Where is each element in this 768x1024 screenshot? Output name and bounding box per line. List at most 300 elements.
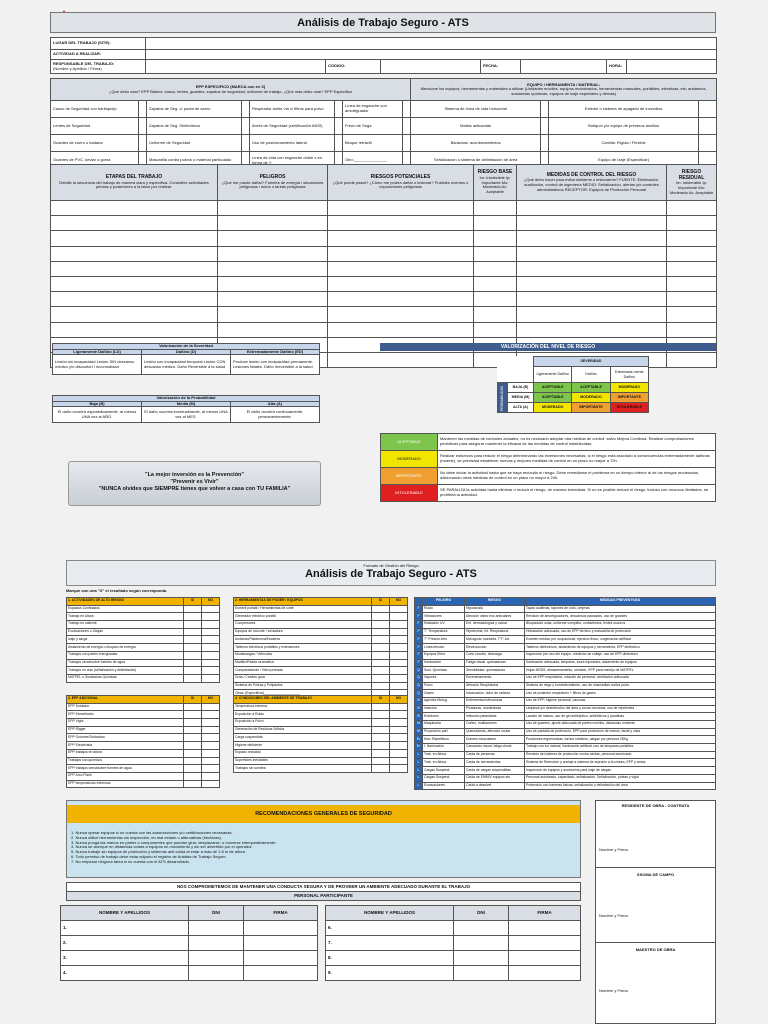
si-checkbox[interactable] [184,651,202,659]
peligro-type: Er [415,744,423,752]
checklist-row [67,742,220,750]
no-checkbox[interactable] [390,742,408,750]
epp-header: EPP ESPECIFICO (MARCA con ex X) [195,83,266,89]
epp-checkbox[interactable] [335,118,343,135]
participant-firma[interactable] [509,966,581,981]
equipo-checkbox[interactable] [699,135,717,152]
riesgo-name: Caída de personas [465,751,525,759]
epp-item: Mascarilla contra polvos o material particulado [147,152,242,170]
no-checkbox[interactable] [390,749,408,757]
checklist-row [234,674,408,682]
medida-text: Exámen médico pre ocupacional, ejercicio físico, oxigenación artificial [525,636,716,644]
peligro-type: L [415,759,423,767]
no-checkbox[interactable] [202,605,220,613]
no-checkbox[interactable] [202,772,220,780]
checklist-item: Exposición a Polvo [234,719,372,727]
etapas-header: ETAPAS DEL TRABAJO [105,174,163,181]
si-checkbox[interactable] [184,780,202,788]
epp-checkbox[interactable] [242,135,250,152]
participant-dni[interactable] [189,936,244,951]
medida-text: Inspección pre uso del equipo, medición de voltaje, uso de EPP dieléctrico [525,651,716,659]
step-row [51,307,717,322]
no-checkbox[interactable] [390,613,408,621]
step-cell[interactable] [474,292,517,307]
probabilidad-header: PROBABILIDAD [498,383,508,413]
peligro-row [415,713,716,721]
no-checkbox[interactable] [202,613,220,621]
epp-checkbox[interactable] [335,135,343,152]
no-checkbox[interactable] [390,605,408,613]
equipo-checkbox[interactable] [541,101,549,118]
si-checkbox[interactable] [372,682,390,690]
no-checkbox[interactable] [390,667,408,675]
participant-dni[interactable] [189,921,244,936]
step-cell[interactable] [51,261,218,276]
page2-note: Marque con una "X" el resultado según corresponda. [66,588,168,593]
no-checkbox[interactable] [390,726,408,734]
step-cell[interactable] [474,261,517,276]
equipo-checkbox[interactable] [699,118,717,135]
step-cell[interactable] [218,246,328,261]
no-checkbox[interactable] [202,711,220,719]
participant-dni[interactable] [454,951,509,966]
checklist-row [234,613,408,621]
responsable-field[interactable] [146,60,326,74]
si-checkbox[interactable] [184,613,202,621]
peligro-name: Agentes Biológ. [423,697,465,705]
checklist-row [67,726,220,734]
peligro-type: M [415,728,423,736]
step-cell[interactable] [474,276,517,291]
firma-col: FIRMA [509,906,581,921]
no-checkbox[interactable] [390,734,408,742]
no-checkbox[interactable] [390,711,408,719]
riesgo-name: Enfermedad infecciosas [465,697,525,705]
checklist-row [67,674,220,682]
step-cell[interactable] [517,322,667,337]
peligro-type: B [415,705,423,713]
peligro-col: PELIGRO [423,598,465,606]
participant-name[interactable]: 7. [326,936,454,951]
epp-checkbox[interactable] [242,118,250,135]
participant-firma[interactable] [244,951,318,966]
checklist-row [67,757,220,765]
no-checkbox[interactable] [390,644,408,652]
residente-name-firma[interactable]: Nombre y Firma [599,847,628,852]
riesgo-name: Caída a desnivel [465,782,525,790]
checklist-row [67,703,220,711]
si-checkbox[interactable] [184,711,202,719]
si-checkbox[interactable] [372,644,390,652]
si-checkbox[interactable] [184,674,202,682]
step-cell[interactable] [218,292,328,307]
si-checkbox[interactable] [184,703,202,711]
step-cell[interactable] [51,292,218,307]
checklist-item: EPP Arco Flash [67,772,184,780]
epp-checkbox[interactable] [139,118,147,135]
step-cell[interactable] [667,307,717,322]
amb-title: 4. CONDICIONES DEL AMBIENTE DE TRABAJO [234,696,372,704]
participant-dni[interactable] [189,951,244,966]
epp-checkbox[interactable] [403,135,411,152]
epp-header-sub: ¿Qué debo usar? EPP Básico: casco, lentes, guantes, zapatos de seguridad, uniforme de trabajo. ¿Qué más debo usar? EPP Específico [109,88,353,94]
participant-dni[interactable] [454,936,509,951]
step-cell[interactable] [474,322,517,337]
si-checkbox[interactable] [372,667,390,675]
participant-firma[interactable] [509,921,581,936]
step-cell[interactable] [218,216,328,231]
step-cell[interactable] [667,231,717,246]
severidad-col: Extremadamente Dañino (ED) [231,349,320,355]
no-checkbox[interactable] [390,636,408,644]
no-checkbox[interactable] [202,749,220,757]
medida-text: Bloqueador solar, uniforme completo, cortavientos, lentes oscuros [525,621,716,629]
checklist-item: Generador eléctrico portatil [234,613,372,621]
responsable-label: RESPONSABLE DEL TRABAJO: [53,60,115,66]
si-checkbox[interactable] [184,628,202,636]
riesgo-name: Envenenamiento [465,674,525,682]
riesgo-col: RIESGO [465,598,525,606]
epp-checkbox[interactable] [242,101,250,118]
participant-dni[interactable] [454,921,509,936]
checklist-row [67,772,220,780]
checklist-item: EPP trabajos cerca/sobre fuentes de agua [67,765,184,773]
participant-name[interactable]: 4. [61,966,189,981]
quote-line: "Prevenir es Vivir" [170,478,219,485]
checklist-item: Montacargas / Vehículos [234,651,372,659]
medida-text: Sistema de riego y humedecimiento, uso de mascarillas contra polvo [525,682,716,690]
step-cell[interactable] [328,307,474,322]
matrix-row-label: BAJA (B) [508,383,534,393]
si-checkbox[interactable] [184,667,202,675]
checklist-row [234,734,408,742]
no-checkbox[interactable] [202,719,220,727]
participant-name[interactable]: 3. [61,951,189,966]
si-checkbox[interactable] [184,757,202,765]
step-cell[interactable] [517,231,667,246]
step-cell[interactable] [51,201,218,216]
si-checkbox[interactable] [372,628,390,636]
hora-label: HORA: [607,60,627,74]
si-checkbox[interactable] [184,734,202,742]
step-cell[interactable] [328,231,474,246]
epp-checkbox[interactable] [139,101,147,118]
step-cell[interactable] [328,261,474,276]
epp-item: Casco de Seguridad con barbiquejo [51,101,139,118]
no-checkbox[interactable] [390,757,408,765]
equipo-checkbox[interactable] [541,118,549,135]
si-checkbox[interactable] [184,636,202,644]
peligro-type: F [415,621,423,629]
rec-item: 6. Todo permiso de trabajo debe estar adjunto el registro de Análisis de Trabajo Seguro. [71,853,227,859]
no-checkbox[interactable] [390,719,408,727]
participant-name[interactable]: 9. [326,966,454,981]
step-cell[interactable] [474,201,517,216]
step-cell[interactable] [667,201,717,216]
si-checkbox[interactable] [372,726,390,734]
participant-name[interactable]: 8. [326,951,454,966]
participant-name[interactable]: 2. [61,936,189,951]
no-checkbox[interactable] [202,636,220,644]
step-cell[interactable] [51,216,218,231]
checklist-item: EPP Esmerilador [67,711,184,719]
no-checkbox[interactable] [202,651,220,659]
peligro-row [415,782,716,790]
step-cell[interactable] [218,276,328,291]
si-checkbox[interactable] [372,757,390,765]
checklist-item: Espacio reducido [234,749,372,757]
checklist-item: Aislamiento de energía o bloqueo de energía [67,644,184,652]
residente-title: RESIDENTE DE OBRA - CONTRATA [621,803,690,808]
nivel-title: VALORIZACIÓN DEL NIVEL DE RIESGO [380,343,716,351]
legend-label: ACEPTABLE [381,434,438,451]
si-checkbox[interactable] [372,651,390,659]
riesgo-name: Picaduras, mordeduras [465,705,525,713]
no-checkbox[interactable] [202,628,220,636]
no-checkbox[interactable] [202,621,220,629]
checklist-item: Andamio/Plataforma/Escalera [234,636,372,644]
peligro-row [415,744,716,752]
si-checkbox[interactable] [372,613,390,621]
peligro-type: L [415,774,423,782]
rec-item: 7. No empezar ninguna tarea si no cuenta con el ATS desarrollado. [71,858,190,864]
participant-firma[interactable] [509,936,581,951]
peligro-name: Equipos Eléct. [423,651,465,659]
legend-text: No debe iniciar la actividad hasta que se haya reducido el riesgo. Debe remediarse el problema en un tiempo inferior al de los riesgos moderados, adicionando otras medidas de control en un plazo no mayor a 24h. [438,468,716,485]
checklist-item: Otros: (Especificar)___________________ [234,690,372,698]
no-checkbox[interactable] [202,726,220,734]
step-cell[interactable] [218,231,328,246]
peligro-name: Roedores [423,713,465,721]
peligro-row [415,621,716,629]
epp-item: Zapatos de Seg. Dieléctricos [147,118,242,135]
equipo-checkbox[interactable] [699,101,717,118]
si-checkbox[interactable] [372,765,390,773]
si-checkbox[interactable] [184,605,202,613]
no-checkbox[interactable] [390,659,408,667]
no-checkbox[interactable] [202,674,220,682]
checklist-item: Carga suspendida [234,734,372,742]
participant-dni[interactable] [189,966,244,981]
medida-text: Revisión del sistema de protección contra caídas, personal autorizado [525,751,716,759]
responsable-sub: (Nombre y Apellido / Firma) [53,65,102,71]
step-cell[interactable] [328,201,474,216]
step-cell[interactable] [328,352,474,367]
step-cell[interactable] [218,261,328,276]
riesgo-name: Quemaduras, afección ocular [465,728,525,736]
step-cell[interactable] [517,261,667,276]
step-cell[interactable] [517,276,667,291]
si-checkbox[interactable] [184,772,202,780]
page2-header [66,560,716,586]
medida-text: Uso de EPP respiratorio, rotación de personal, ventilación adecuada [525,674,716,682]
step-cell[interactable] [667,352,717,367]
riesgo-name: Afección osteo mio articulares [465,613,525,621]
step-cell[interactable] [328,246,474,261]
si-checkbox[interactable] [184,726,202,734]
codigo-field[interactable] [381,60,481,74]
fecha-field[interactable] [521,60,607,74]
no-header: NO [202,598,220,606]
riesgo-name: Cortes, mutilaciones [465,721,525,729]
no-checkbox[interactable] [390,682,408,690]
step-cell[interactable] [517,201,667,216]
step-cell[interactable] [51,231,218,246]
riesgo-name: Sensibilidad, quemaduras [465,667,525,675]
peligro-name: Excavaciones [423,782,465,790]
si-checkbox[interactable] [372,674,390,682]
no-checkbox[interactable] [202,659,220,667]
peligro-row [415,659,716,667]
step-cell[interactable] [517,292,667,307]
epp-checkbox[interactable] [403,118,411,135]
hora-field[interactable] [627,60,717,74]
equipo-item: Equipo de Izaje (Especificar) [549,152,699,170]
epp-item: Línea de enganche con amortiguador [343,101,403,118]
equipo-checkbox[interactable] [541,135,549,152]
step-cell[interactable] [328,292,474,307]
step-cell[interactable] [667,292,717,307]
step-cell[interactable] [667,261,717,276]
no-checkbox[interactable] [202,765,220,773]
si-checkbox[interactable] [372,749,390,757]
epp-item: Zapatos de Seg. c/ punta de acero [147,101,242,118]
epp-table [50,78,716,170]
si-checkbox[interactable] [372,636,390,644]
medida-text: Hojas MSDS, almacenamiento, rotulado, EPP para manejo de MATPEL [525,667,716,675]
participant-firma[interactable] [244,966,318,981]
epp-item: Bloque retráctil [343,135,403,152]
si-checkbox[interactable] [372,621,390,629]
matrix-row-label: ALTA (A) [508,403,534,413]
participant-firma[interactable] [244,921,318,936]
checklist-item: Temperatura extrema [234,703,372,711]
checklist-item: Trabajo en caliente [67,621,184,629]
step-cell[interactable] [51,307,218,322]
si-checkbox[interactable] [372,605,390,613]
actividad-field[interactable] [146,50,717,60]
step-cell[interactable] [474,246,517,261]
step-cell[interactable] [328,322,474,337]
probabilidad-val: El daño ocurrirá eventualmente, al menos UNA vez al MES. [142,407,231,423]
no-checkbox[interactable] [202,757,220,765]
si-checkbox[interactable] [184,765,202,773]
si-checkbox[interactable] [184,644,202,652]
step-cell[interactable] [517,307,667,322]
epp-checkbox[interactable] [403,101,411,118]
si-checkbox[interactable] [184,659,202,667]
no-checkbox[interactable] [202,780,220,788]
probabilidad-val: El daño ocurrirá esporádicamente, al menos UNA vez al AÑO. [53,407,142,423]
step-cell[interactable] [474,216,517,231]
no-checkbox[interactable] [390,703,408,711]
no-checkbox[interactable] [202,644,220,652]
epp-checkbox[interactable] [139,135,147,152]
no-checkbox[interactable] [390,765,408,773]
step-cell[interactable] [328,216,474,231]
prevention-quote-banner [68,461,321,506]
matrix-col: Ligeramente Dañino [534,367,572,383]
participant-dni[interactable] [454,966,509,981]
si-checkbox[interactable] [372,734,390,742]
no-checkbox[interactable] [202,703,220,711]
step-cell[interactable] [218,322,328,337]
si-checkbox[interactable] [372,742,390,750]
severidad-val: Lesión sin incapacidad Lesión SIN descanso médico y/o disconfort / incomodidad [53,355,142,375]
matrix-cell: MODERADO [572,393,610,403]
step-cell[interactable] [667,322,717,337]
riesgos-header: RIESGOS POTENCIALES [370,174,431,181]
participants-left [60,905,318,981]
si-checkbox[interactable] [184,621,202,629]
step-cell[interactable] [51,276,218,291]
step-cell[interactable] [667,246,717,261]
step-cell[interactable] [474,231,517,246]
si-checkbox[interactable] [372,719,390,727]
peligro-type: F [415,636,423,644]
no-checkbox[interactable] [390,621,408,629]
peligro-name: I. Iluminación [423,744,465,752]
step-cell[interactable] [667,216,717,231]
no-checkbox[interactable] [390,674,408,682]
si-checkbox[interactable] [184,742,202,750]
checklist-item: Trabajos con partes energizadas [67,651,184,659]
medidas-col: MEDIDAS PREVENTIVAS [525,598,716,606]
peligro-row [415,705,716,713]
lugar-field[interactable] [146,38,717,50]
checklist-item: MATPEL o Sustancias Químicas [67,674,184,682]
no-checkbox[interactable] [390,628,408,636]
si-checkbox[interactable] [372,659,390,667]
step-cell[interactable] [474,307,517,322]
checklist-row [67,644,220,652]
participant-firma[interactable] [244,936,318,951]
participant-row [326,936,581,951]
step-cell[interactable] [517,246,667,261]
step-cell[interactable] [51,322,218,337]
no-checkbox[interactable] [202,742,220,750]
step-cell[interactable] [51,246,218,261]
si-checkbox[interactable] [184,749,202,757]
maestro-name-firma[interactable]: Nombre y Firma [599,988,628,993]
no-checkbox[interactable] [390,651,408,659]
participant-name[interactable]: 1. [61,921,189,936]
checklist-row [234,667,408,675]
participant-firma[interactable] [509,951,581,966]
step-cell[interactable] [328,276,474,291]
step-cell[interactable] [517,216,667,231]
step-cell[interactable] [218,307,328,322]
epp-checkbox[interactable] [335,101,343,118]
legend-text: Realizar esfuerzos para reducir el riesgo determinando las inversiones necesarias; si el riesgo está asociado a consecuencias extremadamente dañinas (muerte), se precisará establecer nuevas y mejores medidas de control en un plazo no mayor a 72h. [438,451,716,468]
peligro-row [415,628,716,636]
si-checkbox[interactable] [184,719,202,727]
si-checkbox[interactable] [372,703,390,711]
step-cell[interactable] [218,201,328,216]
no-checkbox[interactable] [202,667,220,675]
no-checkbox[interactable] [202,734,220,742]
riesgo-name: Caída de EMM/V equipos etc. [465,774,525,782]
etapas-sub: Detalle la secuencia del trabajo de manera clara y específica. Considere actividades previas y posteriores a la labor por realizar. [59,179,209,190]
ambiente-table [233,695,408,773]
si-checkbox[interactable] [372,711,390,719]
step-cell[interactable] [667,276,717,291]
severidad-title: Valorización de la Severidad [53,344,320,350]
ssoma-name-firma[interactable]: Nombre y Firma [599,913,628,918]
checklist-row [234,621,408,629]
peligro-row [415,774,716,782]
participant-name[interactable]: 6. [326,921,454,936]
